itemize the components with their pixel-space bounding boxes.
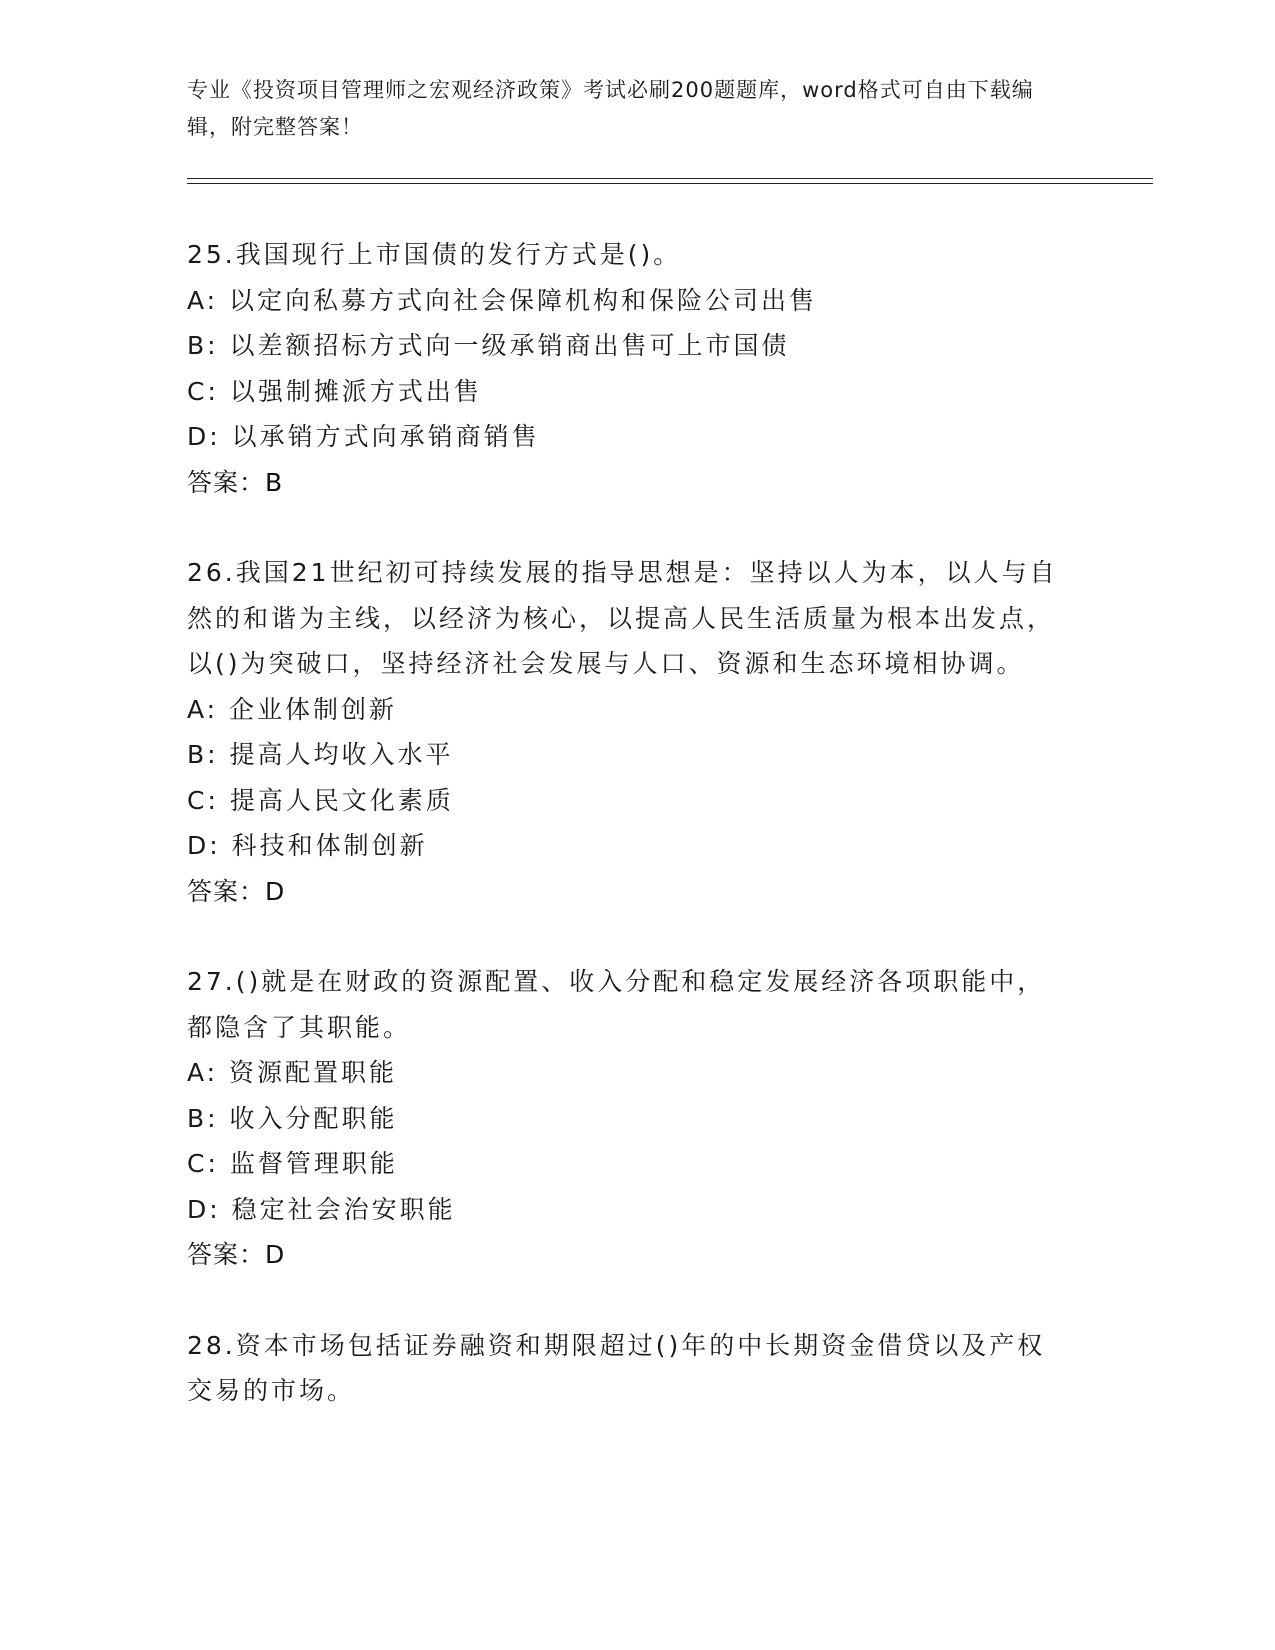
question-text: 27.()就是在财政的资源配置、收入分配和稳定发展经济各项职能中，都隐含了其职能。 [187, 967, 1046, 1042]
header-rule-top [187, 178, 1153, 179]
option-b: B: 提高人均收入水平 [187, 740, 454, 769]
question-27 [187, 959, 1087, 1278]
document-header: 专业《投资项目管理师之宏观经济政策》考试必刷200题题库，word格式可自由下载编辑，附完整答案！ [187, 78, 1034, 139]
option-b: B: 收入分配职能 [187, 1103, 398, 1133]
answer: 答案：D [187, 1240, 286, 1269]
question-26 [187, 550, 1087, 914]
option-a: A: 企业体制创新 [187, 694, 398, 724]
question-25 [187, 232, 1087, 505]
option-a: A: 资源配置职能 [187, 1058, 398, 1087]
question-28 [187, 1323, 1087, 1414]
option-c: C: 监督管理职能 [187, 1149, 398, 1178]
question-text: 25.我国现行上市国债的发行方式是()。 [187, 240, 682, 269]
question-text: 28.资本市场包括证券融资和期限超过()年的中长期资金借贷以及产权交易的市场。 [187, 1330, 1046, 1405]
option-b: B: 以差额招标方式向一级承销商出售可上市国债 [187, 331, 790, 360]
option-a: A: 以定向私募方式向社会保障机构和保险公司出售 [187, 285, 818, 315]
option-d: D: 以承销方式向承销商销售 [187, 422, 540, 451]
option-d: D: 科技和体制创新 [187, 831, 428, 860]
option-c: C: 以强制摊派方式出售 [187, 376, 482, 406]
question-list [187, 232, 1087, 1459]
header-rule-bottom [187, 183, 1153, 184]
option-c: C: 提高人民文化素质 [187, 785, 454, 815]
option-d: D: 稳定社会治安职能 [187, 1194, 456, 1224]
answer: 答案：B [187, 467, 284, 497]
question-text: 26.我国21世纪初可持续发展的指导思想是：坚持以人为本，以人与自然的和谐为主线，以经济为核心，以提高人民生活质量为根本出发点，以()为突破口，坚持经济社会发展与人口、资源和生态环境相协调。 [187, 558, 1058, 678]
answer: 答案：D [187, 876, 286, 906]
